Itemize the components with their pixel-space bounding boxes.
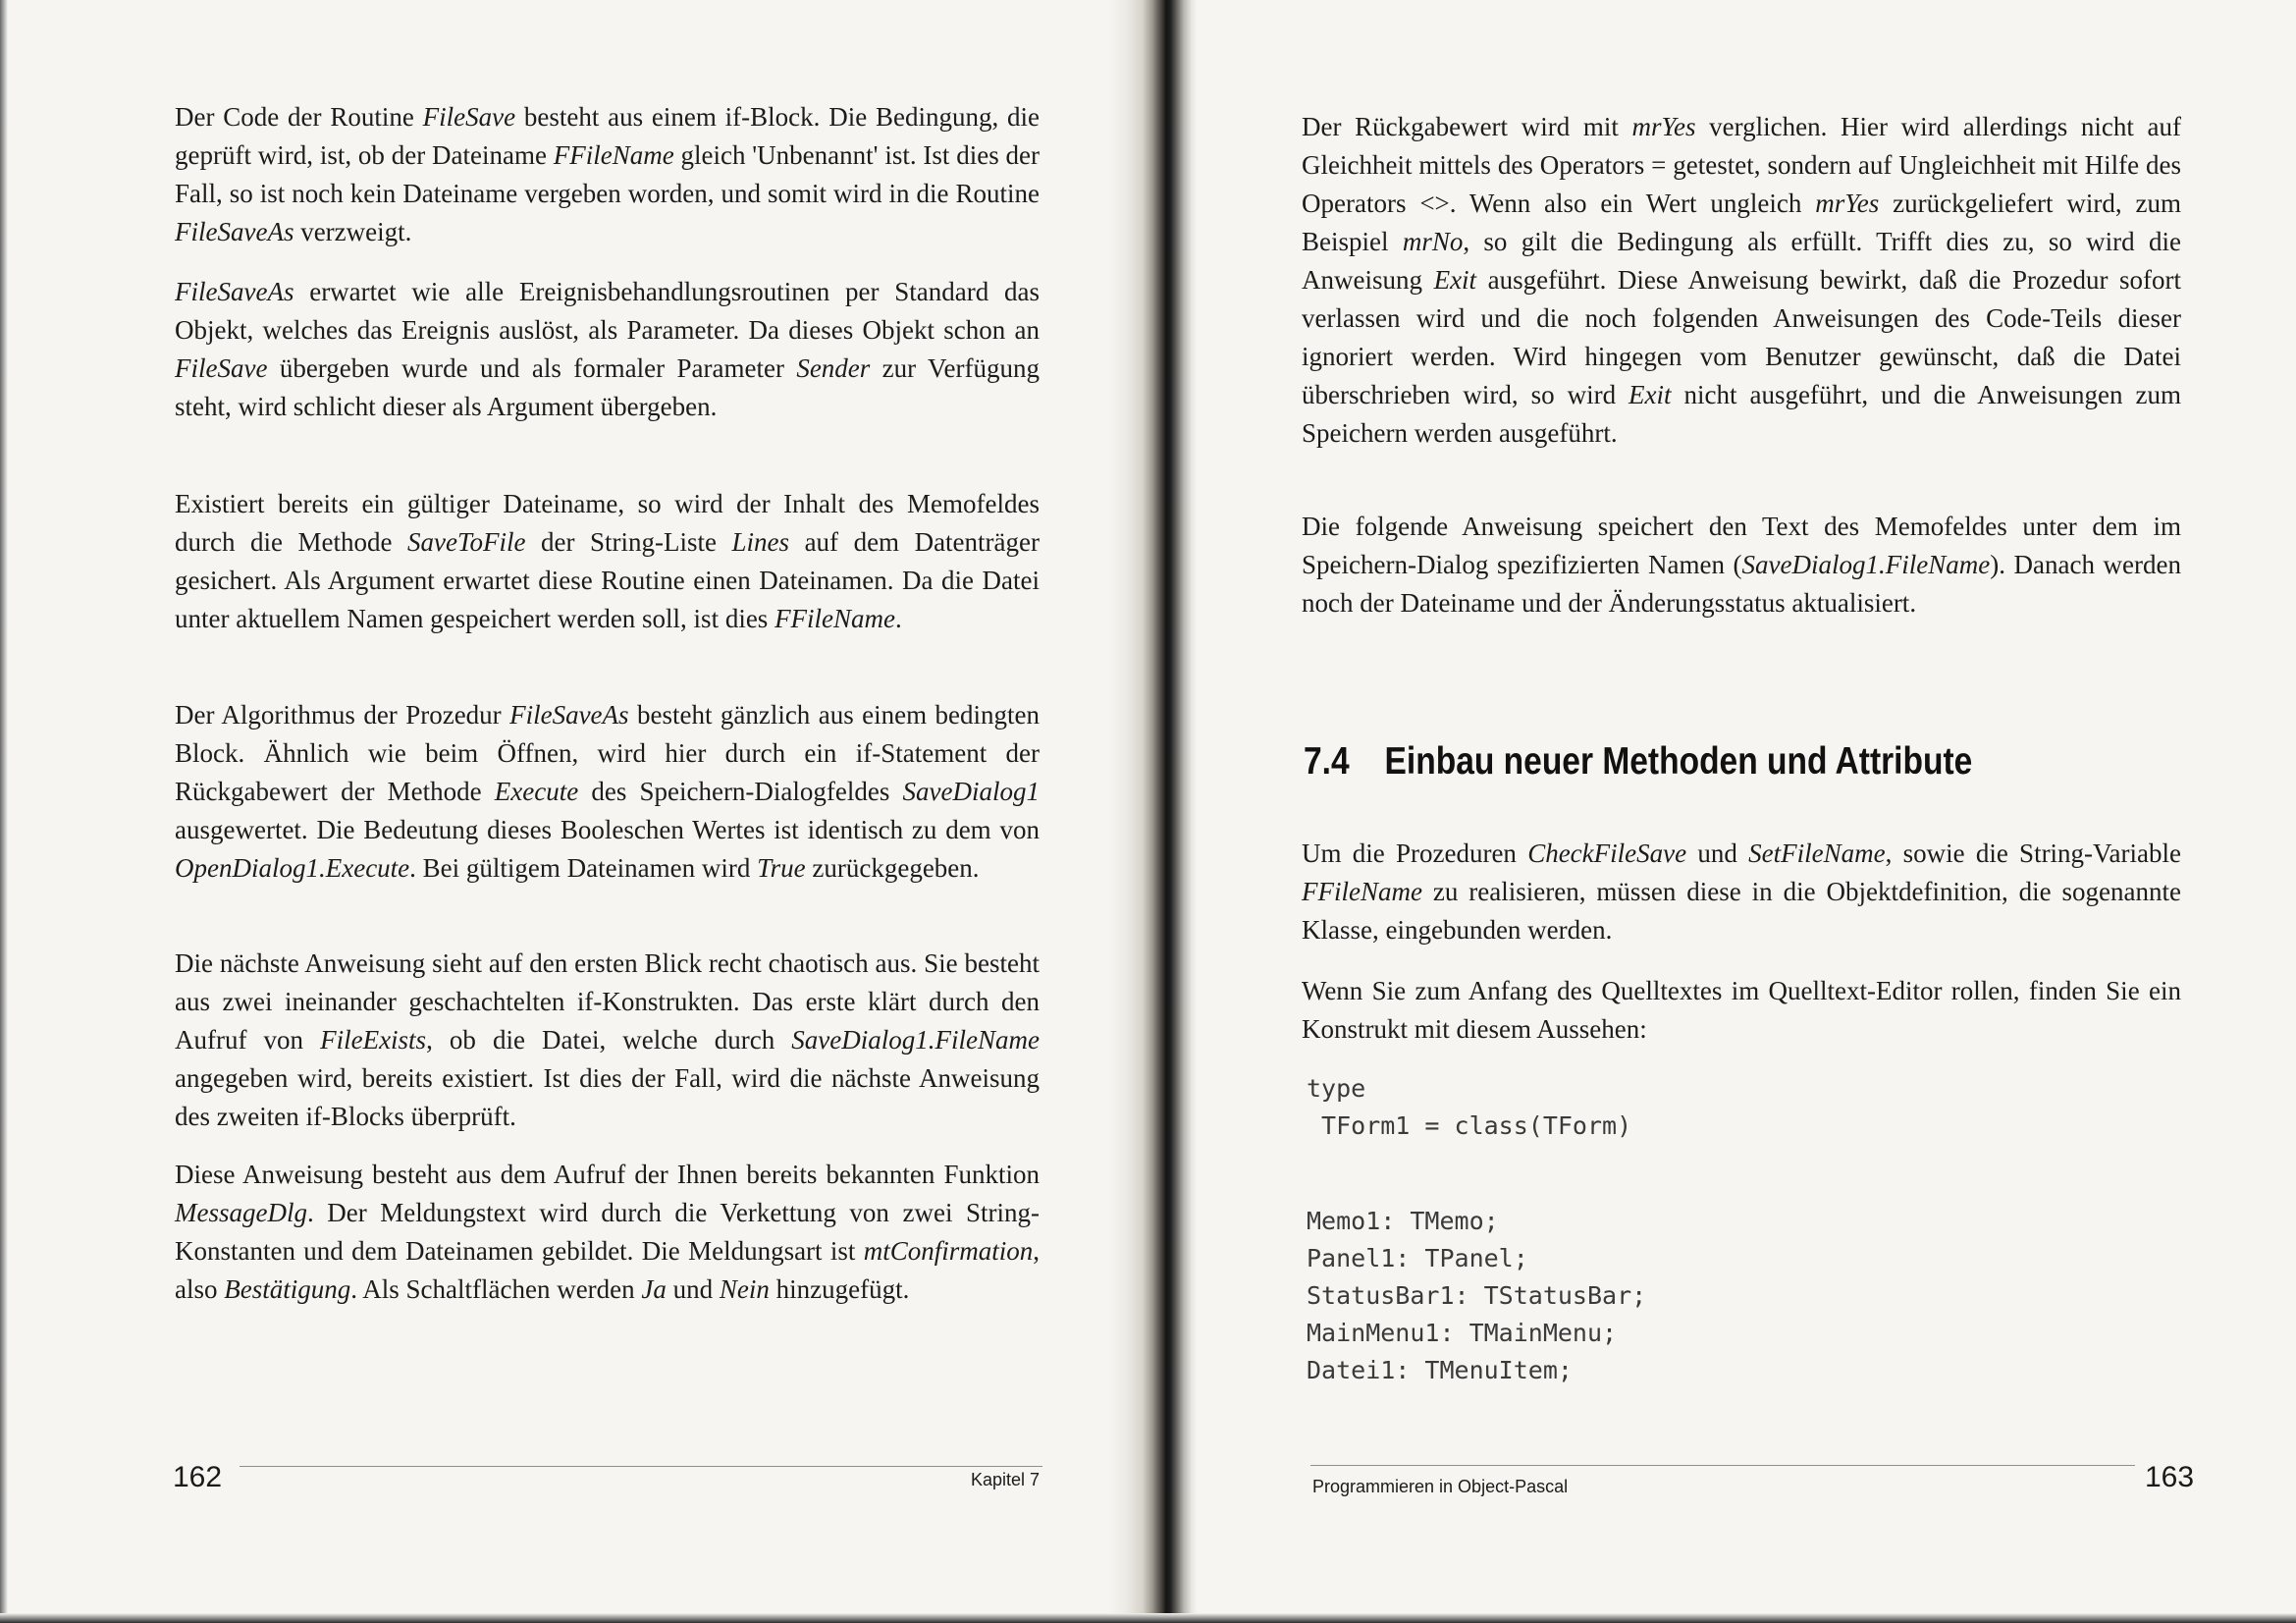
italic-term: FileSave xyxy=(175,353,268,383)
italic-term: MessageDlg xyxy=(175,1198,307,1227)
code-line: Datei1: TMenuItem; xyxy=(1307,1356,1573,1384)
paragraph: Der Rückgabewert wird mit mrYes verglichen. Hier wird allerdings nicht auf Gleichheit mittels des Operators = getestet, sondern auf Ungleichheit mit Hilfe des Operators <>. Wenn also ein Wert ungleich mrYes zurückgeliefert wird, zum Beispiel mrNo, so gilt die Bedingung als erfüllt. Trifft dies zu, so wird die Anweisung Exit ausgeführt. Diese Anweisung bewirkt, daß die Prozedur sofort verlassen wird und die noch folgenden Anweisungen des Code-Teils dieser ignoriert werden. Wird hingegen vom Benutzer gewünscht, daß die Datei überschrieben wird, so wird Exit nicht ausgeführt, und die Anweisungen zum Speichern werden ausgeführt. xyxy=(1302,112,2182,448)
code-line: Memo1: TMemo; xyxy=(1307,1207,1499,1235)
right-page xyxy=(1178,0,2296,1623)
paragraph: Um die Prozeduren CheckFileSave und SetFileName, sowie die String-Variable FFileName zu realisieren, müssen diese in die Objektdefinition, die sogenannte Klasse, eingebunden werden. xyxy=(1302,839,2182,945)
italic-term: Execute xyxy=(494,777,579,806)
italic-term: FFileName xyxy=(774,604,896,633)
italic-term: Exit xyxy=(1629,380,1672,409)
italic-term: mrYes xyxy=(1631,112,1696,141)
footer-rule xyxy=(1310,1465,2135,1466)
italic-term: FileSaveAs xyxy=(509,700,629,730)
code-line: MainMenu1: TMainMenu; xyxy=(1307,1319,1618,1347)
italic-term: FFileName xyxy=(1302,877,1422,906)
italic-term: Ja xyxy=(641,1274,667,1304)
italic-term: FileExists xyxy=(320,1025,427,1055)
paragraph: Diese Anweisung besteht aus dem Aufruf der Ihnen bereits bekannten Funktion MessageDlg. Der Meldungstext wird durch die Verkettung von zwei String-Konstanten und dem Dateinamen gebildet. Die Meldungsart ist mtConfirmation, also Bestätigung. Als Schaltflächen werden Ja und Nein hinzugefügt. xyxy=(175,1160,1040,1304)
italic-term: Exit xyxy=(1433,265,1477,295)
code-line: type xyxy=(1307,1074,1366,1103)
italic-term: SaveDialog1 xyxy=(902,777,1040,806)
left-page xyxy=(0,0,1139,1623)
italic-term: SetFileName xyxy=(1748,839,1886,868)
running-head: Kapitel 7 xyxy=(971,1470,1041,1489)
paragraph: Der Algorithmus der Prozedur FileSaveAs besteht gänzlich aus einem bedingten Block. Ähnlich wie beim Öffnen, wird hier durch ein if-Statement der Rückgabewert der Methode Execute des Speichern-Dialogfeldes SaveDialog1 ausgewertet. Die Bedeutung dieses Booleschen Wertes ist identisch zu dem von OpenDialog1.Execute. Bei gültigem Dateinamen wird True zurückgegeben. xyxy=(175,700,1040,883)
italic-term: mrNo xyxy=(1402,227,1464,256)
paragraph: Die folgende Anweisung speichert den Text des Memofeldes unter dem im Speichern-Dialog spezifizierten Namen (SaveDialog1.FileName). Danach werden noch der Dateiname und der Änderungsstatus aktualisiert. xyxy=(1302,512,2181,618)
page-number: 163 xyxy=(2145,1461,2195,1493)
italic-term: FileSaveAs xyxy=(175,217,294,246)
running-head: Programmieren in Object-Pascal xyxy=(1312,1477,1569,1496)
section-number: 7.4 xyxy=(1304,740,1350,783)
italic-term: Sender xyxy=(796,353,871,383)
code-block-header xyxy=(1307,1070,1631,1145)
italic-term: FFileName xyxy=(553,140,674,170)
italic-term: SaveDialog1.FileName xyxy=(1741,550,1991,579)
paragraph: Der Code der Routine FileSave besteht aus einem if-Block. Die Bedingung, die geprüft wird, ist, ob der Dateiname FFileName gleich 'Unbenannt' ist. Ist dies der Fall, so ist noch kein Dateiname vergeben worden, und somit wird in die Routine FileSaveAs verzweigt. xyxy=(175,102,1040,246)
italic-term: SaveToFile xyxy=(407,527,526,557)
italic-term: Bestätigung xyxy=(224,1274,351,1304)
paragraph: FileSaveAs erwartet wie alle Ereignisbehandlungsroutinen per Standard das Objekt, welches das Ereignis auslöst, als Parameter. Da dieses Objekt schon an FileSave übergeben wurde und als formaler Parameter Sender zur Verfügung steht, wird schlicht dieser als Argument übergeben. xyxy=(175,277,1040,421)
page-number: 162 xyxy=(173,1461,223,1493)
italic-term: mtConfirmation xyxy=(863,1236,1034,1266)
italic-term: Lines xyxy=(731,527,790,557)
italic-term: SaveDialog1.FileName xyxy=(791,1025,1040,1055)
italic-term: FileSave xyxy=(422,102,516,132)
code-line: Panel1: TPanel; xyxy=(1307,1244,1528,1272)
section-heading xyxy=(1304,738,1972,785)
italic-term: CheckFileSave xyxy=(1527,839,1687,868)
paragraph: Die nächste Anweisung sieht auf den ersten Blick recht chaotisch aus. Sie besteht aus zwei ineinander geschachtelten if-Konstrukten. Das erste klärt durch den Aufruf von FileExists, ob die Datei, welche durch SaveDialog1.FileName angegeben wird, bereits existiert. Ist dies der Fall, wird die nächste Anweisung des zweiten if-Blocks überprüft. xyxy=(175,948,1040,1131)
italic-term: True xyxy=(757,853,806,883)
code-block-fields xyxy=(1307,1203,1646,1389)
code-line: StatusBar1: TStatusBar; xyxy=(1307,1281,1647,1310)
italic-term: Nein xyxy=(719,1274,770,1304)
italic-term: OpenDialog1.Execute xyxy=(175,853,410,883)
paragraph: Existiert bereits ein gültiger Dateiname, so wird der Inhalt des Memofeldes durch die Methode SaveToFile der String-Liste Lines auf dem Datenträger gesichert. Als Argument erwartet diese Routine einen Dateinamen. Da die Datei unter aktuellem Namen gespeichert werden soll, ist dies FFileName. xyxy=(175,489,1040,633)
footer-rule xyxy=(240,1466,1042,1467)
italic-term: FileSaveAs xyxy=(175,277,294,306)
paragraph: Wenn Sie zum Anfang des Quelltextes im Quelltext-Editor rollen, finden Sie ein Konstrukt mit diesem Aussehen: xyxy=(1302,976,2181,1044)
code-line: TForm1 = class(TForm) xyxy=(1307,1111,1632,1140)
italic-term: mrYes xyxy=(1815,189,1880,218)
section-title: Einbau neuer Methoden und Attribute xyxy=(1384,740,1973,783)
